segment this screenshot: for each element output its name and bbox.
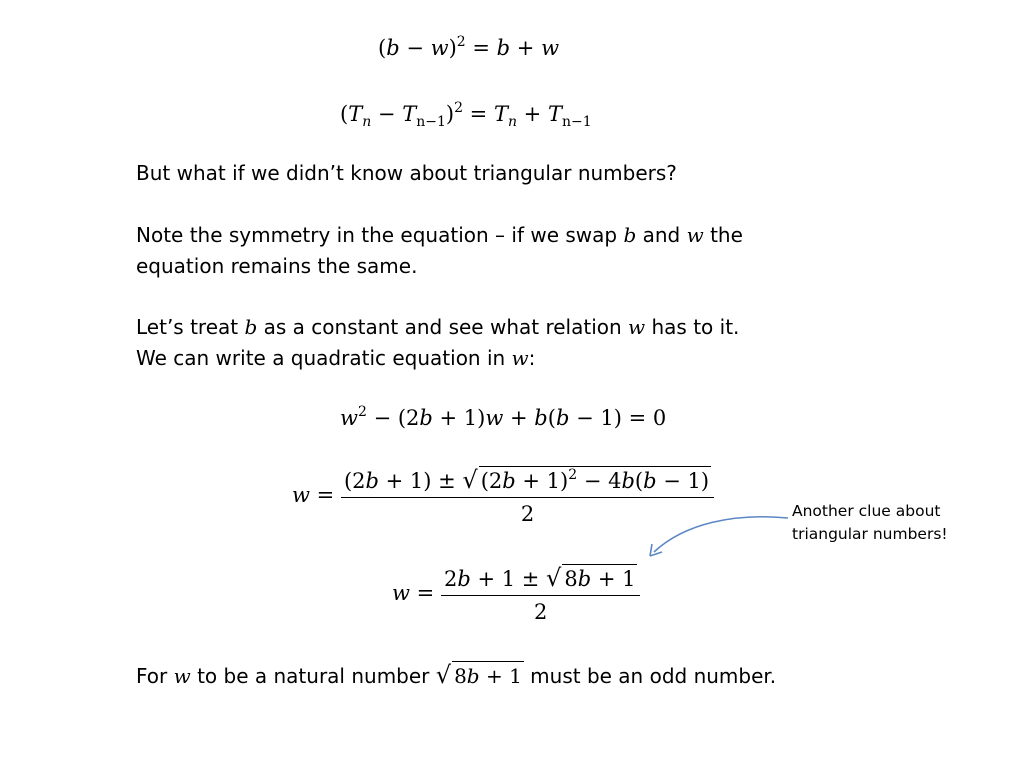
quadratic-formula: w = $\frac{(2b + 1) \pm √ (2b + 1)^2 - 4b(b - 1)}{2}$	[292, 468, 714, 525]
simplified-formula: w = $\frac{2b + 1 \pm √ 8b + 1}{2}$	[392, 566, 640, 623]
annotation-note: Another clue about triangular numbers!	[792, 502, 948, 543]
equation-bw-square: $(b - w)^2 = b + w$	[378, 34, 560, 60]
annotation-arrow	[640, 505, 800, 565]
quadratic-equation: $w^2 - (2b + 1)w + b(b - 1) = 0$	[340, 404, 667, 430]
simplified-fraction: $\frac{2b + 1 \pm √ 8b + 1}{2}$	[441, 566, 641, 623]
conclusion-paragraph: For w to be a natural number √ 8b + 1 must be an odd number.	[136, 661, 777, 689]
equation-triangular: $(T_n - T_{n-1})^2 = T_n + T_{n-1}$	[340, 100, 592, 130]
symmetry-paragraph: Note the symmetry in the equation – if we swap b and w the equation remains the same.	[136, 223, 743, 278]
constant-paragraph: Let’s treat b as a constant and see what relation w has to it. We can write a quadratic equation in w:	[136, 315, 740, 370]
question-paragraph: But what if we didn’t know about triangular numbers?	[136, 161, 677, 185]
formula-fraction: $\frac{(2b + 1) \pm √ (2b + 1)^2 - 4b(b - 1)}{2}$	[341, 468, 714, 525]
